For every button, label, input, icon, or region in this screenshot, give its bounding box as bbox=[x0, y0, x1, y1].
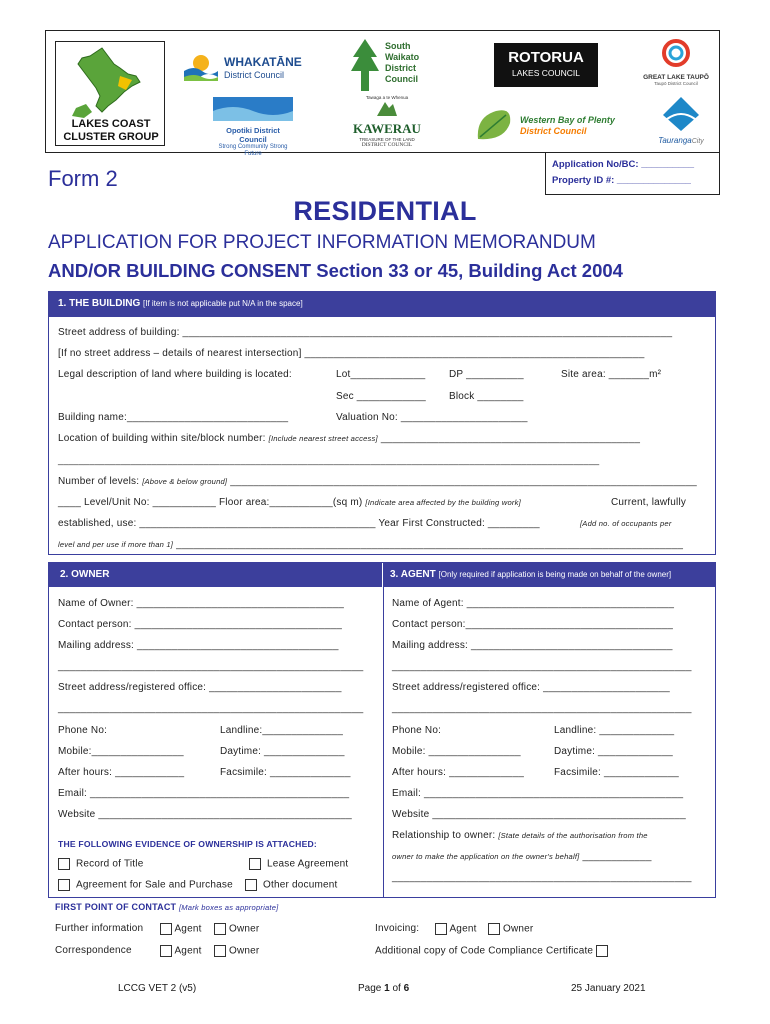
sw-line1: South bbox=[385, 41, 411, 51]
invoicing-agent-checkbox[interactable] bbox=[435, 923, 447, 935]
correspondence-owner-label: Owner bbox=[228, 945, 260, 957]
tauranga-sub: City bbox=[691, 138, 704, 145]
agent-mobile-field[interactable]: Mobile: ________________ bbox=[392, 746, 521, 757]
wbop-text: Western Bay of Plenty bbox=[520, 115, 615, 125]
levels-line: _________________________________________________________________________________ bbox=[230, 476, 697, 487]
agent-website-field[interactable]: Website ____________________________________________ bbox=[392, 809, 686, 820]
sale-checkbox[interactable] bbox=[58, 879, 70, 891]
wbop-leaf-icon bbox=[474, 107, 514, 143]
further-info-owner-label: Owner bbox=[228, 923, 260, 935]
footer-page-current: 1 bbox=[384, 983, 390, 994]
owner-section-header: 2. OWNER bbox=[48, 562, 382, 587]
occupants-field[interactable] bbox=[58, 539, 683, 550]
agent-street-field[interactable]: Street address/registered office: ______________________ bbox=[392, 682, 670, 693]
agent-name-field[interactable]: Name of Agent: ____________________________________ bbox=[392, 598, 675, 609]
valuation-field[interactable]: Valuation No: ______________________ bbox=[336, 412, 528, 423]
taupo-text: GREAT LAKE TAUPŌ bbox=[643, 74, 709, 81]
level-unit-label: ____ Level/Unit No: ___________ Floor area:___________(sq m) bbox=[58, 497, 363, 508]
agent-contact-field[interactable]: Contact person:____________________________________ bbox=[392, 619, 674, 630]
sw-line3: District bbox=[385, 63, 417, 73]
correspondence-agent-option[interactable] bbox=[160, 945, 202, 957]
owner-mobile-field[interactable]: Mobile:________________ bbox=[58, 746, 184, 757]
further-info-agent-checkbox[interactable] bbox=[160, 923, 172, 935]
owner-afterhours-field[interactable]: After hours: ____________ bbox=[58, 767, 185, 778]
level-unit-field[interactable] bbox=[58, 497, 521, 508]
tauranga-logo bbox=[646, 97, 716, 149]
kawerau-logo bbox=[342, 95, 432, 151]
agent-landline-field[interactable]: Landline: _____________ bbox=[554, 725, 675, 736]
relationship-field[interactable] bbox=[392, 830, 648, 841]
taupo-swirl-icon bbox=[661, 37, 691, 69]
occupants-line: ________________________________________________________________________________________ bbox=[176, 539, 684, 550]
agent-street-line[interactable]: ____________________________________________________ bbox=[392, 703, 692, 714]
other-document-label: Other document bbox=[263, 879, 338, 891]
location-blank-line[interactable]: ________________________________________________________________________________________________________ bbox=[58, 455, 600, 465]
correspondence-label: Correspondence bbox=[55, 945, 132, 956]
owner-mailing-field[interactable]: Mailing address: ___________________________________ bbox=[58, 640, 339, 651]
sale-label: Agreement for Sale and Purchase bbox=[76, 879, 233, 891]
owner-website-field[interactable]: Website ____________________________________________ bbox=[58, 809, 352, 820]
footer-page-of: of bbox=[389, 983, 404, 994]
building-heading-note: [If item is not applicable put N/A in the space] bbox=[143, 299, 303, 308]
whakatane-logo bbox=[182, 49, 312, 89]
building-heading: 1. THE BUILDING bbox=[58, 298, 141, 309]
agent-daytime-field[interactable]: Daytime: _____________ bbox=[554, 746, 673, 757]
site-area-field[interactable]: Site area: _______m² bbox=[561, 369, 662, 380]
owner-contact-field[interactable]: Contact person: ____________________________________ bbox=[58, 619, 342, 630]
footer-date: 25 January 2021 bbox=[571, 983, 646, 994]
logo-banner bbox=[45, 30, 720, 157]
record-of-title-checkbox[interactable] bbox=[58, 858, 70, 870]
owner-street-field[interactable]: Street address/registered office: _______________________ bbox=[58, 682, 342, 693]
invoicing-owner-label: Owner bbox=[502, 923, 534, 935]
wbop-logo bbox=[474, 105, 624, 147]
column-divider bbox=[383, 562, 384, 898]
correspondence-owner-checkbox[interactable] bbox=[214, 945, 226, 957]
occupants-note: [Add no. of occupants per bbox=[580, 519, 672, 528]
building-section-header bbox=[48, 291, 716, 317]
levels-label: Number of levels: bbox=[58, 476, 140, 487]
page-title: RESIDENTIAL bbox=[293, 196, 477, 226]
cluster-line1: LAKES COAST bbox=[71, 118, 151, 130]
evidence-heading: THE FOLLOWING EVIDENCE OF OWNERSHIP IS ATTACHED: bbox=[58, 839, 317, 849]
contact-heading-text: FIRST POINT OF CONTACT bbox=[55, 902, 177, 912]
owner-phone-label: Phone No: bbox=[58, 725, 108, 736]
subtitle-line1: APPLICATION FOR PROJECT INFORMATION MEMORANDUM bbox=[48, 232, 596, 253]
block-field[interactable]: Block ________ bbox=[449, 391, 524, 402]
wbop-sub: District Council bbox=[520, 126, 587, 136]
correspondence-agent-checkbox[interactable] bbox=[160, 945, 172, 957]
levels-field[interactable] bbox=[58, 476, 697, 487]
opotiki-sub: Strong Community Strong Future bbox=[218, 144, 288, 157]
owner-fax-field[interactable]: Facsimile: ______________ bbox=[220, 767, 351, 778]
owner-daytime-field[interactable]: Daytime: ______________ bbox=[220, 746, 345, 757]
ccc-option[interactable] bbox=[375, 945, 608, 957]
relationship-line: ____________ bbox=[582, 851, 652, 862]
relationship-note2: owner to make the application on the owner's behalf] bbox=[392, 852, 580, 861]
further-info-owner-checkbox[interactable] bbox=[214, 923, 226, 935]
tauranga-emblem-icon bbox=[663, 97, 699, 131]
street-address-field[interactable]: Street address of building: _____________________________________________________________________________________ bbox=[58, 327, 673, 338]
correspondence-agent-label: Agent bbox=[174, 945, 202, 957]
application-no[interactable]: Application No/BC: __________ bbox=[552, 159, 695, 170]
legal-description-label: Legal description of land where building is located: bbox=[58, 369, 292, 380]
relationship-line2-field[interactable]: ____________________________________________________ bbox=[392, 872, 692, 883]
record-of-title-label: Record of Title bbox=[76, 858, 144, 870]
nearest-intersection-field[interactable]: [If no street address – details of nearest intersection] ___________________________________________________________ bbox=[58, 348, 645, 359]
kawerau-top: Tawaga a te Whenua bbox=[365, 95, 409, 100]
building-name-field[interactable]: Building name:____________________________ bbox=[58, 412, 289, 423]
further-info-agent-label: Agent bbox=[174, 923, 202, 935]
kawerau-text: KAWERAU bbox=[353, 121, 421, 136]
opotiki-text: Opotiki District Council bbox=[226, 126, 280, 144]
record-of-title-option[interactable] bbox=[58, 858, 143, 870]
further-info-agent-option[interactable] bbox=[160, 923, 202, 935]
occupants-note2: level and per use if more than 1] bbox=[58, 540, 174, 549]
agent-heading-note: [Only required if application is being made on behalf of the owner] bbox=[438, 570, 672, 579]
invoicing-label: Invoicing: bbox=[375, 923, 420, 934]
whakatane-text: WHAKATĀNE bbox=[224, 55, 302, 69]
sec-field[interactable]: Sec ____________ bbox=[336, 391, 426, 402]
kawerau-sub: TREASURE OF THE LAND bbox=[359, 137, 415, 142]
agent-mailing-line[interactable]: ____________________________________________________ bbox=[392, 661, 692, 672]
location-label: Location of building within site/block number: bbox=[58, 433, 266, 444]
property-id[interactable]: Property ID #: ______________ bbox=[552, 175, 691, 186]
agent-heading: 3. AGENT bbox=[390, 569, 436, 580]
lease-checkbox[interactable] bbox=[249, 858, 261, 870]
relationship-line-field[interactable] bbox=[392, 851, 652, 862]
invoicing-agent-label: Agent bbox=[449, 923, 477, 935]
agent-email-field[interactable]: Email: _____________________________________________ bbox=[392, 788, 684, 799]
kawerau-sub2: DISTRICT COUNCIL bbox=[361, 142, 413, 148]
location-field[interactable] bbox=[58, 433, 640, 444]
contact-heading bbox=[55, 902, 278, 912]
other-document-checkbox[interactable] bbox=[245, 879, 257, 891]
footer-page-total: 6 bbox=[403, 983, 410, 994]
form-label: Form 2 bbox=[48, 166, 118, 191]
area-note: [Indicate area affected by the building work] bbox=[365, 498, 521, 507]
owner-mailing-line[interactable]: _____________________________________________________ bbox=[58, 661, 364, 672]
south-waikato-logo bbox=[349, 37, 431, 93]
current-use-label: Current, lawfully bbox=[611, 497, 687, 508]
lakes-coast-cluster-logo bbox=[55, 41, 165, 146]
lease-label: Lease Agreement bbox=[267, 858, 349, 870]
agent-mailing-field[interactable]: Mailing address: ___________________________________ bbox=[392, 640, 673, 651]
relationship-note: [State details of the authorisation from the bbox=[498, 831, 648, 840]
subtitle-line2: AND/OR BUILDING CONSENT Section 33 or 45, Building Act 2004 bbox=[48, 260, 623, 281]
tauranga-text: Tauranga bbox=[658, 136, 692, 145]
opotiki-logo bbox=[212, 97, 294, 157]
levels-note: [Above & below ground] bbox=[142, 477, 228, 486]
sw-line4: Council bbox=[385, 74, 418, 84]
sale-option[interactable] bbox=[58, 879, 233, 891]
further-info-label: Further information bbox=[55, 923, 144, 934]
opotiki-emblem-icon bbox=[213, 97, 293, 121]
taupo-sub: Taupō District Council bbox=[654, 81, 698, 86]
rotorua-logo bbox=[494, 43, 598, 87]
lot-field[interactable]: Lot_____________ bbox=[336, 369, 426, 380]
application-box bbox=[545, 153, 720, 195]
cluster-line2: CLUSTER GROUP bbox=[63, 131, 159, 143]
dp-field[interactable]: DP __________ bbox=[449, 369, 524, 380]
relationship-label: Relationship to owner: bbox=[392, 830, 496, 841]
nz-map-icon bbox=[62, 46, 160, 118]
owner-email-field[interactable]: Email: _____________________________________________ bbox=[58, 788, 350, 799]
owner-name-field[interactable]: Name of Owner: ____________________________________ bbox=[58, 598, 344, 609]
tree-icon bbox=[349, 37, 381, 93]
correspondence-owner-option[interactable] bbox=[214, 945, 259, 957]
location-note: [Include nearest street access] bbox=[268, 434, 378, 443]
whakatane-wave-icon bbox=[182, 53, 220, 81]
footer-page-prefix: Page bbox=[358, 983, 385, 994]
established-use-field[interactable]: established, use: _________________________________________ Year First Constructed: _________ bbox=[58, 518, 540, 529]
taupo-logo bbox=[636, 37, 716, 93]
further-info-owner-option[interactable] bbox=[214, 923, 259, 935]
whakatane-sub: District Council bbox=[224, 70, 285, 80]
location-line: _____________________________________________ bbox=[380, 433, 641, 444]
agent-section-header bbox=[384, 562, 716, 587]
invoicing-owner-checkbox[interactable] bbox=[488, 923, 500, 935]
ccc-label: Additional copy of Code Compliance Certificate bbox=[375, 945, 594, 957]
footer-form-code: LCCG VET 2 (v5) bbox=[118, 983, 197, 994]
footer-page-number bbox=[358, 983, 409, 994]
lease-option[interactable] bbox=[249, 858, 348, 870]
owner-landline-field[interactable]: Landline:______________ bbox=[220, 725, 344, 736]
sw-line2: Waikato bbox=[385, 52, 420, 62]
rotorua-text: ROTORUA bbox=[508, 49, 584, 66]
other-document-option[interactable] bbox=[245, 879, 338, 891]
kawerau-hill-icon bbox=[377, 100, 397, 116]
rotorua-sub: LAKES COUNCIL bbox=[511, 68, 581, 78]
agent-fax-field[interactable]: Facsimile: _____________ bbox=[554, 767, 679, 778]
agent-phone-label: Phone No: bbox=[392, 725, 442, 736]
invoicing-owner-option[interactable] bbox=[488, 923, 533, 935]
contact-heading-note: [Mark boxes as appropriate] bbox=[178, 903, 279, 912]
invoicing-agent-option[interactable] bbox=[435, 923, 477, 935]
ccc-checkbox[interactable] bbox=[596, 945, 608, 957]
owner-street-line[interactable]: _____________________________________________________ bbox=[58, 703, 364, 714]
agent-afterhours-field[interactable]: After hours: _____________ bbox=[392, 767, 524, 778]
